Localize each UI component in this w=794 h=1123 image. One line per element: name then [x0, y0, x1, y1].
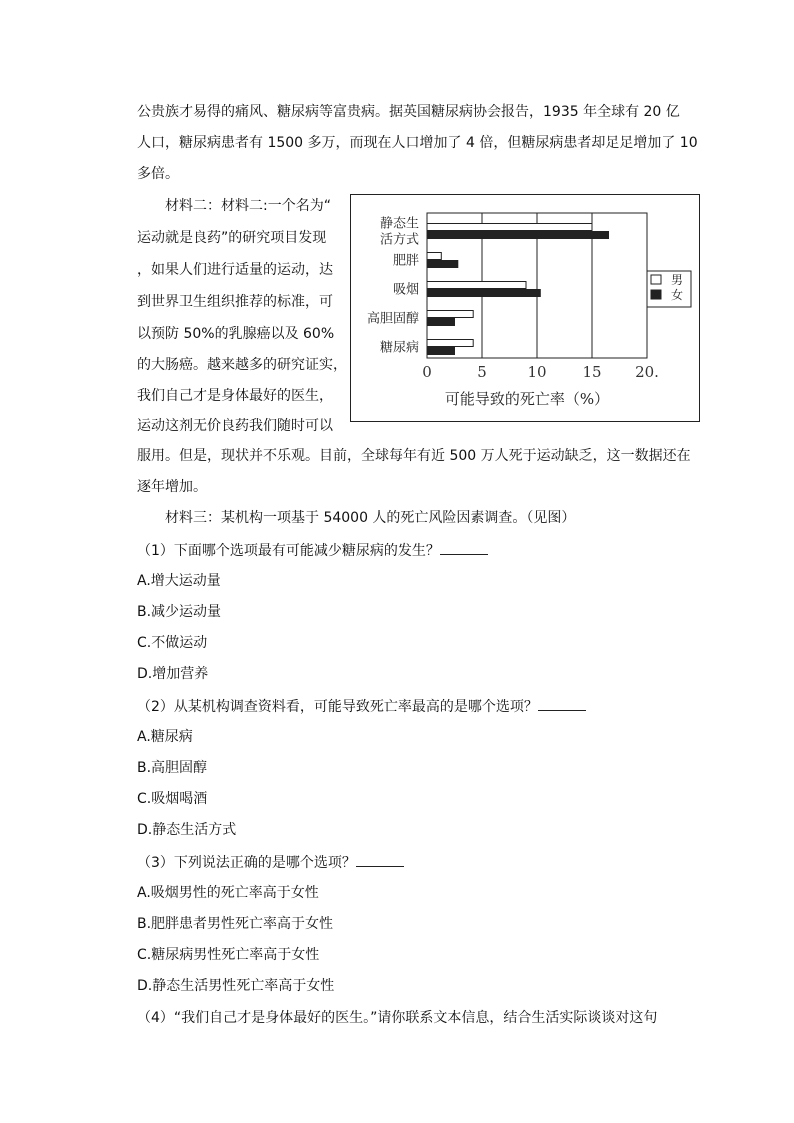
- option[interactable]: B.减少运动量: [137, 604, 222, 620]
- bar: [427, 224, 592, 231]
- question-3: [137, 852, 404, 873]
- bar: [427, 290, 540, 297]
- option[interactable]: D.静态生活方式: [137, 822, 237, 838]
- option[interactable]: A.糖尿病: [137, 729, 193, 745]
- question-stem: （3）下列说法正确的是哪个选项？: [137, 855, 356, 871]
- bar: [427, 261, 458, 268]
- option[interactable]: B.肥胖患者男性死亡率高于女性: [137, 916, 334, 932]
- x-tick-label: 10: [527, 363, 547, 381]
- option[interactable]: D.增加营养: [137, 666, 209, 682]
- category-label: 静态生: [379, 216, 419, 232]
- question-stem: （1）下面哪个选项最有可能减少糖尿病的发生？: [137, 543, 440, 559]
- x-axis-label: 可能导致的死亡率（%）: [444, 390, 610, 408]
- material2-line: 以预防 50%的乳腺癌以及 60%: [137, 326, 335, 342]
- material2-line: 我们自己才是身体最好的医生，: [137, 388, 333, 404]
- option[interactable]: B.高胆固醇: [137, 760, 208, 776]
- bar: [427, 282, 526, 289]
- material2-line: 运动这剂无价良药我们随时可以: [137, 418, 333, 434]
- category-label: 活方式: [379, 232, 419, 248]
- option[interactable]: A.吸烟男性的死亡率高于女性: [137, 885, 319, 901]
- paragraph-line: 公贵族才易得的痛风、糖尿病等富贵病。据英国糖尿病协会报告，1935 年全球有 20 亿: [137, 104, 680, 120]
- bar: [427, 232, 609, 239]
- legend-swatch: [651, 290, 661, 299]
- material2-line: 到世界卫生组织推荐的标准，可: [137, 294, 333, 310]
- death-rate-chart: [350, 194, 700, 422]
- option[interactable]: A.增大运动量: [137, 573, 221, 589]
- material2-line: 的大肠癌。越来越多的研究证实，: [137, 357, 347, 373]
- paragraph-line: 人口，糖尿病患者有 1500 多万，而现在人口增加了 4 倍，但糖尿病患者却足足增加了 10: [137, 135, 698, 151]
- answer-blank[interactable]: [440, 540, 488, 555]
- material2-line: 材料二：材料二:一个名为“: [165, 198, 331, 214]
- question-1: [137, 540, 488, 561]
- question-stem: （2）从某机构调查资料看，可能导致死亡率最高的是哪个选项？: [137, 699, 538, 715]
- paragraph-line: 多倍。: [137, 166, 179, 182]
- category-label: 糖尿病: [379, 340, 419, 356]
- answer-blank[interactable]: [538, 696, 586, 711]
- bar: [427, 253, 441, 260]
- category-label: 吸烟: [392, 282, 419, 298]
- x-tick-label: 20.: [635, 363, 659, 381]
- x-tick-label: 15: [582, 363, 602, 381]
- bar: [427, 348, 455, 355]
- material3-text: 材料三：某机构一项基于 54000 人的死亡风险因素调查。（见图）: [165, 510, 576, 526]
- x-tick-label: 5: [477, 363, 487, 381]
- category-label: 高胆固醇: [366, 311, 419, 327]
- bar: [427, 319, 455, 326]
- legend-label: 女: [671, 288, 684, 302]
- bar: [427, 340, 473, 347]
- x-tick-label: 0: [422, 363, 432, 381]
- legend-swatch: [651, 275, 661, 284]
- legend-label: 男: [671, 273, 684, 287]
- option[interactable]: C.不做运动: [137, 635, 208, 651]
- option[interactable]: D.静态生活男性死亡率高于女性: [137, 978, 335, 994]
- category-label: 肥胖: [392, 253, 419, 269]
- answer-blank[interactable]: [356, 852, 404, 867]
- chart-svg: [351, 195, 699, 421]
- material2-line: 服用。但是，现状并不乐观。目前，全球每年有近 500 万人死于运动缺乏，这一数据还在: [137, 448, 691, 464]
- question-2: [137, 696, 586, 717]
- option[interactable]: C.吸烟喝酒: [137, 791, 208, 807]
- material2-line: 逐年增加。: [137, 479, 207, 495]
- option[interactable]: C.糖尿病男性死亡率高于女性: [137, 947, 320, 963]
- bar: [427, 311, 473, 318]
- question-4: （4）“我们自己才是身体最好的医生。”请你联系文本信息，结合生活实际谈谈对这句: [137, 1010, 658, 1026]
- material2-line: ，如果人们进行适量的运动，达: [137, 262, 333, 278]
- material2-line: 运动就是良药”的研究项目发现: [137, 230, 327, 246]
